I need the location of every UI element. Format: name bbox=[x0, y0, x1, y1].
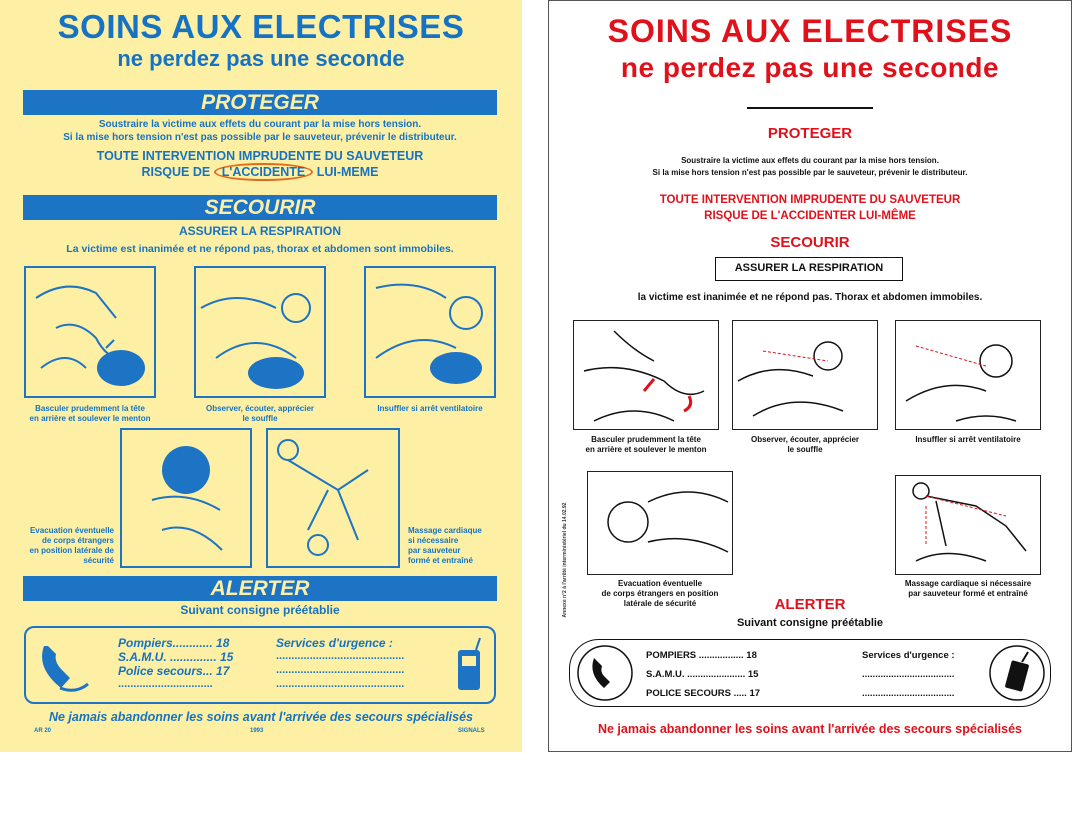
left-ref-brand: SIGNALS bbox=[458, 728, 485, 734]
left-ref-code: AR 20 bbox=[34, 728, 52, 734]
right-illustration-recovery bbox=[587, 471, 733, 575]
left-caption-1-line1: Basculer prudemment la tête bbox=[35, 404, 145, 413]
left-caption-5 bbox=[408, 526, 498, 566]
left-illustration-cardiac bbox=[266, 428, 400, 568]
right-protect-heading: PROTEGER bbox=[767, 125, 853, 142]
right-illustration-insufflate bbox=[895, 320, 1041, 430]
left-caption-5-line2: si nécessaire bbox=[408, 536, 459, 545]
right-caption-2-line1: Observer, écouter, apprécier bbox=[750, 435, 860, 444]
right-caption-2-line2: le souffle bbox=[787, 445, 823, 454]
left-subtitle: ne perdez pas une seconde bbox=[117, 46, 405, 71]
right-caption-4-line2: de corps étrangers en position bbox=[601, 589, 719, 598]
left-caption-4-line3: en position latérale de bbox=[29, 546, 114, 555]
right-side-note: Annexe n°2 à l'arrêté interministériel du 14.02.92 bbox=[562, 502, 568, 618]
left-ref-year: 1993 bbox=[250, 728, 264, 734]
left-contact-pompiers: Pompiers............ 18 bbox=[118, 636, 230, 650]
right-rescue-box: ASSURER LA RESPIRATION bbox=[715, 257, 903, 281]
right-divider bbox=[747, 107, 873, 109]
left-illustration-recovery bbox=[120, 428, 252, 568]
left-contact-samu: S.A.M.U. .............. 15 bbox=[118, 650, 234, 664]
right-contact-pompiers: POMPIERS ................. 18 bbox=[646, 650, 757, 661]
right-services-dots-1: ................................... bbox=[862, 669, 955, 680]
warn2-part-a: RISQUE DE bbox=[141, 165, 214, 179]
right-protect-line1: Soustraire la victime aux effets du courant par la mise hors tension. bbox=[681, 156, 939, 165]
left-protect-warn2 bbox=[20, 164, 500, 180]
left-services-label: Services d'urgence : bbox=[276, 636, 393, 650]
phone-icon bbox=[576, 644, 634, 702]
right-contact-police: POLICE SECOURS ..... 17 bbox=[646, 688, 761, 699]
left-illustration-listen bbox=[194, 266, 326, 398]
right-services-label: Services d'urgence : bbox=[862, 650, 955, 661]
right-caption-3: Insuffler si arrêt ventilatoire bbox=[915, 435, 1021, 444]
left-protect-heading: PROTEGER bbox=[23, 90, 497, 115]
left-rescue-subheading: ASSURER LA RESPIRATION bbox=[178, 224, 341, 238]
left-footer: Ne jamais abandonner les soins avant l'arrivée des secours spécialisés bbox=[48, 710, 474, 724]
right-illustration-cardiac bbox=[895, 475, 1041, 575]
right-illustration-head-tilt bbox=[573, 320, 719, 430]
left-services-dots-2: .......................................... bbox=[276, 664, 405, 676]
left-caption-1-line2: en arrière et soulever le menton bbox=[29, 414, 151, 423]
right-protect-line2: Si la mise hors tension n'est pas possible par le sauveteur, prévenir le distributeur. bbox=[652, 168, 968, 177]
right-alert-sub: Suivant consigne préétablie bbox=[736, 617, 884, 629]
left-caption-5-line1: Massage cardiaque bbox=[408, 526, 482, 535]
left-illustration-head-tilt bbox=[24, 266, 156, 398]
left-caption-4-line2: de corps étrangers bbox=[41, 536, 114, 545]
right-services-dots-2: ................................... bbox=[862, 688, 955, 699]
left-rescue-heading: SECOURIR bbox=[23, 195, 497, 220]
left-contact-dots: ............................... bbox=[118, 678, 213, 690]
right-rescue-intro: la victime est inanimée et ne répond pas. Thorax et abdomen immobiles. bbox=[637, 292, 983, 303]
right-footer: Ne jamais abandonner les soins avant l'arrivée des secours spécialisés bbox=[597, 722, 1023, 736]
left-caption-1 bbox=[24, 404, 156, 424]
left-caption-4-line1: Evacuation éventuelle bbox=[29, 526, 114, 535]
left-protect-line2: Si la mise hors tension n'est pas possible par le sauveteur, prévenir le distributeur. bbox=[63, 132, 457, 143]
left-services-dots-1: .......................................... bbox=[276, 650, 405, 662]
left-poster bbox=[0, 0, 522, 752]
right-alert-heading: ALERTER bbox=[774, 596, 846, 613]
left-caption-2 bbox=[194, 404, 326, 424]
left-contact-police: Police secours... 17 bbox=[118, 664, 230, 678]
radio-phone-icon bbox=[988, 644, 1046, 702]
right-contacts-box bbox=[569, 639, 1051, 707]
left-caption-4 bbox=[28, 526, 114, 566]
right-poster bbox=[548, 0, 1072, 752]
left-caption-2-line1: Observer, écouter, apprécier bbox=[205, 404, 315, 413]
left-services-dots-3: .......................................... bbox=[276, 678, 405, 690]
left-protect-warn1: TOUTE INTERVENTION IMPRUDENTE DU SAUVETEUR bbox=[96, 149, 424, 163]
right-caption-2 bbox=[732, 435, 878, 455]
left-protect-line1: Soustraire la victime aux effets du courant par la mise hors tension. bbox=[98, 119, 422, 130]
left-alert-sub: Suivant consigne préétablie bbox=[180, 603, 340, 617]
left-caption-4-line4: sécurité bbox=[83, 556, 114, 565]
phone-icon bbox=[36, 638, 96, 694]
right-illustration-listen bbox=[732, 320, 878, 430]
right-caption-1-line2: en arrière et soulever le menton bbox=[585, 445, 707, 454]
warn2-part-c: LUI-MEME bbox=[313, 165, 379, 179]
right-title: SOINS AUX ELECTRISES bbox=[607, 13, 1013, 49]
left-contacts-box bbox=[24, 626, 496, 704]
right-caption-4-line3: latérale de sécurité bbox=[623, 599, 697, 608]
radio-phone-icon bbox=[454, 636, 484, 696]
right-rescue-heading: SECOURIR bbox=[770, 234, 850, 251]
left-title: SOINS AUX ELECTRISES bbox=[57, 8, 465, 45]
left-alert-heading: ALERTER bbox=[23, 576, 497, 601]
right-protect-warn2: RISQUE DE L'ACCIDENTER LUI-MÊME bbox=[704, 210, 916, 222]
right-caption-1-line1: Basculer prudemment la tête bbox=[591, 435, 701, 444]
right-caption-5-line1: Massage cardiaque si nécessaire bbox=[904, 579, 1032, 588]
left-caption-3: Insuffler si arrêt ventilatoire bbox=[377, 404, 483, 413]
left-caption-5-line4: formé et entraîné bbox=[408, 556, 473, 565]
right-caption-4-line1: Evacuation éventuelle bbox=[617, 579, 703, 588]
left-rescue-intro: La victime est inanimée et ne répond pas, thorax et abdomen sont immobiles. bbox=[66, 243, 454, 255]
left-caption-2-line2: le souffle bbox=[242, 414, 278, 423]
right-caption-1 bbox=[573, 435, 719, 455]
right-caption-5-line2: par sauveteur formé et entraîné bbox=[908, 589, 1028, 598]
left-illustration-insufflate bbox=[364, 266, 496, 398]
warn2-highlight: L'ACCIDENTE bbox=[214, 163, 314, 181]
left-caption-5-line3: par sauveteur bbox=[408, 546, 461, 555]
right-protect-warn1: TOUTE INTERVENTION IMPRUDENTE DU SAUVETEUR bbox=[659, 194, 961, 206]
right-contact-samu: S.A.M.U. ...................... 15 bbox=[646, 669, 759, 680]
right-subtitle: ne perdez pas une seconde bbox=[620, 52, 1000, 83]
